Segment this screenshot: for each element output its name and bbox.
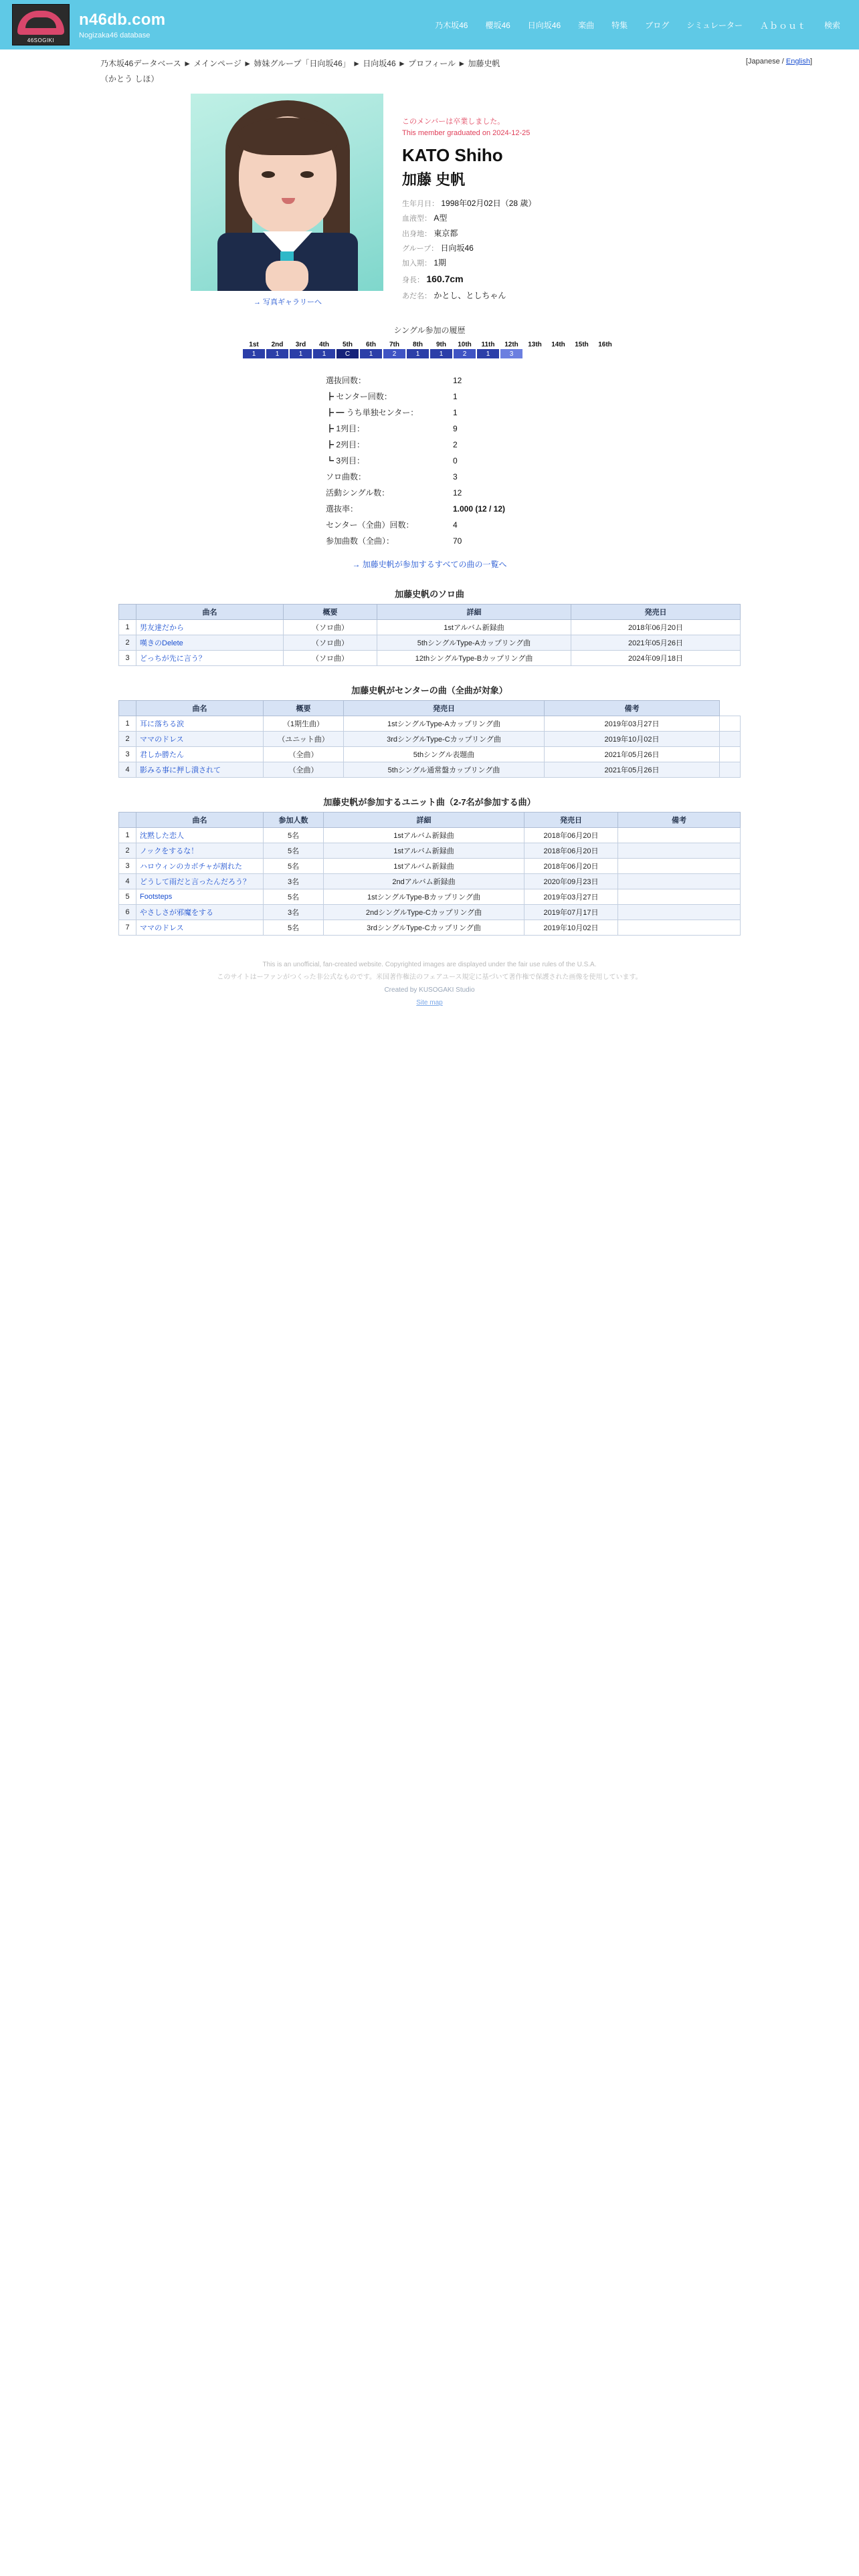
hands-decor xyxy=(266,261,308,291)
col-index xyxy=(119,701,136,716)
col-release: 発売日 xyxy=(524,813,618,828)
cell-members: 5名 xyxy=(264,859,324,874)
cell-note xyxy=(719,716,740,732)
meta-value-generation: 1期 xyxy=(434,258,447,268)
site-title-wrap xyxy=(79,11,165,39)
song-link[interactable]: 嘆きのDelete xyxy=(140,639,183,647)
cell-detail: 1stアルバム新録曲 xyxy=(324,828,524,843)
table-row xyxy=(119,828,741,843)
cell-note xyxy=(618,920,741,936)
stat-row-total-songs xyxy=(326,533,573,549)
cell-index: 6 xyxy=(119,905,136,920)
meta-value-height: 160.7cm xyxy=(426,273,464,284)
breadcrumb xyxy=(0,49,859,72)
stat-value: 0 xyxy=(453,456,458,465)
nav-item-simulator[interactable]: シミュレーター xyxy=(686,20,743,30)
cell-index: 2 xyxy=(119,635,136,651)
cell-summary: （ユニット曲） xyxy=(264,732,344,747)
cell-index: 3 xyxy=(119,651,136,666)
bangs-decor xyxy=(237,118,338,155)
cell-song[interactable] xyxy=(136,828,264,843)
song-link[interactable]: どっちが先に言う？ xyxy=(140,655,206,663)
cell-members: 5名 xyxy=(264,889,324,905)
cell-index: 1 xyxy=(119,620,136,635)
cell-summary: （ソロ曲） xyxy=(284,620,377,635)
table-row xyxy=(119,843,741,859)
cell-members: 5名 xyxy=(264,828,324,843)
single-history-cells xyxy=(242,348,617,359)
col-note: 備考 xyxy=(545,701,720,716)
meta-row-generation xyxy=(402,255,723,270)
stats-list xyxy=(286,372,573,549)
history-label: 14th xyxy=(551,341,565,348)
member-name-en: KATO Shiho xyxy=(402,145,503,165)
cell-note xyxy=(618,843,741,859)
meta-row-height xyxy=(402,271,723,288)
col-release: 発売日 xyxy=(571,605,741,620)
meta-value-hometown: 東京都 xyxy=(434,228,458,238)
cell-index: 4 xyxy=(119,762,136,778)
meta-value-nickname: かとし、としちゃん xyxy=(434,290,506,300)
profile-info-column xyxy=(402,94,723,307)
cell-release: 2021年05月26日 xyxy=(545,747,720,762)
cell-members: 3名 xyxy=(264,874,324,889)
history-cell-empty xyxy=(547,348,570,359)
nav-item-features[interactable]: 特集 xyxy=(611,20,628,30)
history-cell[interactable]: 1 xyxy=(430,348,453,359)
nav-item-blog[interactable]: ブログ xyxy=(645,20,670,30)
site-header xyxy=(0,0,859,49)
meta-row-bloodtype xyxy=(402,211,723,225)
cell-detail: 3rdシングルType-Cカップリング曲 xyxy=(324,920,524,936)
stat-label: 活動シングル数： xyxy=(326,488,390,498)
nav-item-songs[interactable]: 楽曲 xyxy=(578,20,595,30)
photo-gallery-link[interactable]: → 写真ギャラリーへ xyxy=(253,298,322,306)
stat-label: ┣ 1列目： xyxy=(326,424,365,433)
song-link[interactable]: 沈黙した恋人 xyxy=(140,832,184,840)
stat-row-third-row xyxy=(326,453,573,469)
nav-item-search[interactable]: 検索 xyxy=(824,20,840,30)
col-note: 備考 xyxy=(618,813,741,828)
table-row xyxy=(119,859,741,874)
history-label: 1st xyxy=(249,341,259,348)
cell-index: 2 xyxy=(119,843,136,859)
main-nav xyxy=(435,19,847,31)
cell-index: 7 xyxy=(119,920,136,936)
col-song: 曲名 xyxy=(136,813,264,828)
col-index xyxy=(119,813,136,828)
cell-release: 2019年03月27日 xyxy=(545,716,720,732)
table-row xyxy=(119,874,741,889)
nav-item-about[interactable]: Ａｂｏｕｔ xyxy=(759,20,807,31)
stat-label: ┗ 3列目： xyxy=(326,456,365,465)
cell-release: 2019年10月02日 xyxy=(545,732,720,747)
history-label: 13th xyxy=(528,341,542,348)
stat-row-first-row xyxy=(326,421,573,437)
stat-value: 9 xyxy=(453,424,458,433)
stat-label: ソロ曲数： xyxy=(326,472,367,481)
single-history-title: シングル参加の履歴 xyxy=(393,326,466,335)
history-cell[interactable]: 1 xyxy=(476,348,500,359)
all-songs-link-wrap xyxy=(0,558,859,570)
stat-value: 1 xyxy=(453,392,458,401)
language-prefix: [Japanese / xyxy=(745,58,786,66)
cell-detail: 3rdシングルType-Cカップリング曲 xyxy=(344,732,545,747)
meta-row-group xyxy=(402,241,723,255)
table-row xyxy=(119,747,741,762)
cell-members: 5名 xyxy=(264,920,324,936)
stat-value: 70 xyxy=(453,536,462,546)
cell-song[interactable] xyxy=(136,920,264,936)
stat-value: 3 xyxy=(453,472,458,481)
cell-summary: （全曲） xyxy=(264,762,344,778)
col-summary: 概要 xyxy=(284,605,377,620)
eye-left-decor xyxy=(262,171,275,178)
site-title: n46db.com xyxy=(79,10,166,29)
col-members: 参加人数 xyxy=(264,813,324,828)
cell-detail: 1stシングルType-Bカップリング曲 xyxy=(324,889,524,905)
song-link[interactable]: ハロウィンのカボチャが割れた xyxy=(140,863,243,871)
single-history-chart xyxy=(242,341,617,359)
cell-release: 2018年06月20日 xyxy=(524,828,618,843)
meta-key-height: 身長： xyxy=(402,276,424,284)
history-label: 16th xyxy=(598,341,612,348)
col-detail: 詳細 xyxy=(324,813,524,828)
meta-value-group: 日向坂46 xyxy=(440,243,474,253)
all-songs-link[interactable]: → 加藤史帆が参加するすべての曲の一覧へ xyxy=(352,560,507,569)
photo-gallery-link-wrap xyxy=(191,296,385,307)
member-photo[interactable] xyxy=(191,94,383,291)
cell-song[interactable] xyxy=(136,905,264,920)
cell-song[interactable] xyxy=(136,874,264,889)
history-cell[interactable]: 1 xyxy=(242,348,266,359)
table-header-row xyxy=(119,605,741,620)
history-label: 6th xyxy=(366,341,376,348)
song-link[interactable]: どうして雨だと言ったんだろう？ xyxy=(140,878,250,886)
history-label: 7th xyxy=(389,341,399,348)
stat-label: センター（全曲）回数： xyxy=(326,520,414,530)
history-cell[interactable]: 2 xyxy=(453,348,476,359)
history-label: 15th xyxy=(575,341,589,348)
song-link[interactable]: やさしさが邪魔をする xyxy=(140,909,213,917)
site-logo[interactable] xyxy=(12,4,70,45)
history-cell-empty xyxy=(593,348,617,359)
site-footer xyxy=(0,958,859,1036)
nav-item-nogizaka46[interactable]: 乃木坂46 xyxy=(435,20,468,30)
col-release: 発売日 xyxy=(344,701,545,716)
history-cell[interactable]: 1 xyxy=(406,348,430,359)
cell-note xyxy=(618,905,741,920)
stat-row-senbatsu-rate xyxy=(326,501,573,517)
cell-note xyxy=(618,874,741,889)
meta-key-group: グループ： xyxy=(402,245,439,253)
cell-index: 5 xyxy=(119,889,136,905)
history-cell[interactable]: 2 xyxy=(383,348,406,359)
meta-key-hometown: 出身地： xyxy=(402,229,432,238)
cell-detail: 2ndシングルType-Cカップリング曲 xyxy=(324,905,524,920)
cell-summary: （全曲） xyxy=(264,747,344,762)
history-label: 5th xyxy=(343,341,353,348)
table-header-row xyxy=(119,701,741,716)
history-label: 2nd xyxy=(271,341,284,348)
profile-section xyxy=(0,94,859,307)
language-switcher xyxy=(746,58,812,66)
table-row xyxy=(119,905,741,920)
center-songs-table xyxy=(118,700,741,778)
stat-value: 12 xyxy=(453,376,462,385)
cell-release: 2020年09月23日 xyxy=(524,874,618,889)
cell-release: 2024年09月18日 xyxy=(571,651,741,666)
stat-label: 選抜率： xyxy=(326,504,359,514)
stat-value: 2 xyxy=(453,440,458,449)
stat-value: 1.000 (12 / 12) xyxy=(453,504,506,514)
cell-summary: （1期生曲） xyxy=(264,716,344,732)
cell-note xyxy=(719,762,740,778)
stat-label: ┣ 2列目： xyxy=(326,440,365,449)
meta-key-generation: 加入期： xyxy=(402,259,432,268)
cell-detail: 5thシングル通常盤カップリング曲 xyxy=(344,762,545,778)
cell-song[interactable] xyxy=(136,732,264,747)
graduation-notice-jp: このメンバーは卒業しました。 xyxy=(402,118,505,126)
history-label: 9th xyxy=(436,341,446,348)
stat-label: 選抜回数： xyxy=(326,376,367,385)
table-header-row xyxy=(119,813,741,828)
breadcrumb-text[interactable]: 乃木坂46データベース ► メインページ ► 姉妹グループ「日向坂46」 ► 日向坂46 ► プロフィール ► 加藤史帆 xyxy=(100,59,500,68)
meta-key-bloodtype: 血液型： xyxy=(402,215,432,223)
history-cell-empty xyxy=(570,348,593,359)
table-row xyxy=(119,762,741,778)
footer-credit: Created by KUSOGAKI Studio xyxy=(384,986,475,994)
cell-index: 1 xyxy=(119,828,136,843)
history-label: 11th xyxy=(481,341,495,348)
graduation-notice xyxy=(402,116,723,138)
cell-detail: 1stアルバム新録曲 xyxy=(324,843,524,859)
history-cell-center[interactable]: C xyxy=(336,348,359,359)
cell-index: 4 xyxy=(119,874,136,889)
song-link[interactable]: ノックをするな！ xyxy=(140,847,199,855)
col-detail: 詳細 xyxy=(377,605,571,620)
cell-song[interactable] xyxy=(136,635,284,651)
cell-release: 2021年05月26日 xyxy=(545,762,720,778)
stat-row-solo-center xyxy=(326,405,573,421)
nav-item-hinatazaka46[interactable]: 日向坂46 xyxy=(527,20,561,30)
table-row xyxy=(119,920,741,936)
cell-note xyxy=(618,889,741,905)
graduation-notice-en: This member graduated on 2024-12-25 xyxy=(402,128,531,137)
stat-value: 12 xyxy=(453,488,462,498)
stat-label: ┣ センター回数： xyxy=(326,392,392,401)
history-cell-empty xyxy=(523,348,547,359)
cell-summary: （ソロ曲） xyxy=(284,651,377,666)
history-label: 3rd xyxy=(295,341,306,348)
single-history-section xyxy=(0,324,859,359)
song-link[interactable]: ママのドレス xyxy=(140,736,184,744)
cell-detail: 1stアルバム新録曲 xyxy=(324,859,524,874)
history-cell[interactable]: 1 xyxy=(266,348,289,359)
cell-release: 2021年05月26日 xyxy=(571,635,741,651)
meta-row-hometown xyxy=(402,226,723,241)
history-label: 8th xyxy=(413,341,423,348)
cell-note xyxy=(719,747,740,762)
solo-songs-table xyxy=(118,604,741,666)
song-link[interactable]: 男友達だから xyxy=(140,624,184,632)
cell-detail: 5thシングルType-Aカップリング曲 xyxy=(377,635,571,651)
history-cell[interactable]: 1 xyxy=(312,348,336,359)
cell-release: 2019年10月02日 xyxy=(524,920,618,936)
cell-note xyxy=(618,859,741,874)
sitemap-link[interactable]: Site map xyxy=(416,999,443,1006)
cell-detail: 1stアルバム新録曲 xyxy=(377,620,571,635)
table-row xyxy=(119,620,741,635)
cell-index: 3 xyxy=(119,859,136,874)
cell-detail: 12thシングルType-Bカップリング曲 xyxy=(377,651,571,666)
language-link-english[interactable]: English xyxy=(785,58,810,66)
history-cell[interactable]: 1 xyxy=(289,348,312,359)
cell-detail: 1stシングルType-Aカップリング曲 xyxy=(344,716,545,732)
cell-release: 2018年06月20日 xyxy=(571,620,741,635)
table-row xyxy=(119,732,741,747)
stat-row-solo-songs xyxy=(326,469,573,485)
cell-note xyxy=(618,828,741,843)
table-row xyxy=(119,635,741,651)
stat-row-center-count xyxy=(326,389,573,405)
single-history-labels xyxy=(242,341,617,348)
stat-row-active-singles xyxy=(326,485,573,501)
cell-note xyxy=(719,732,740,747)
col-song: 曲名 xyxy=(136,605,284,620)
song-link[interactable]: 耳に落ちる涙 xyxy=(140,720,184,728)
profile-photo-column xyxy=(191,94,385,307)
nav-item-sakurazaka46[interactable]: 櫻坂46 xyxy=(485,20,510,30)
cell-song[interactable] xyxy=(136,747,264,762)
cell-song[interactable] xyxy=(136,651,284,666)
history-cell[interactable]: 1 xyxy=(359,348,383,359)
history-cell[interactable]: 3 xyxy=(500,348,523,359)
unit-table-title: 加藤史帆が参加するユニット曲（2-7名が参加する曲） xyxy=(323,797,536,807)
table-row xyxy=(119,889,741,905)
member-meta xyxy=(402,196,723,303)
cell-song[interactable] xyxy=(136,889,264,905)
cell-summary: （ソロ曲） xyxy=(284,635,377,651)
stat-row-second-row xyxy=(326,437,573,453)
site-subtitle: Nogizaka46 database xyxy=(79,31,151,39)
logo-mark-icon xyxy=(17,11,64,35)
cell-release: 2019年07月17日 xyxy=(524,905,618,920)
cell-song[interactable] xyxy=(136,843,264,859)
song-link[interactable]: 影みる事に押し潰されて xyxy=(140,766,221,774)
history-label: 4th xyxy=(319,341,329,348)
history-label: 12th xyxy=(504,341,518,348)
cell-song[interactable] xyxy=(136,620,284,635)
meta-value-birthday: 1998年02月02日（28 歳） xyxy=(441,199,537,208)
col-song: 曲名 xyxy=(136,701,264,716)
cell-members: 5名 xyxy=(264,843,324,859)
history-label: 10th xyxy=(458,341,472,348)
song-link[interactable]: Footsteps xyxy=(140,893,173,901)
stat-row-center-all-count xyxy=(326,517,573,533)
cell-members: 3名 xyxy=(264,905,324,920)
cell-song[interactable] xyxy=(136,859,264,874)
meta-row-nickname xyxy=(402,288,723,303)
song-link[interactable]: ママのドレス xyxy=(140,924,184,932)
stat-value: 1 xyxy=(453,408,458,417)
cell-song[interactable] xyxy=(136,716,264,732)
meta-row-birthday xyxy=(402,196,723,211)
table-row xyxy=(119,716,741,732)
footer-disclaimer-jp: このサイトはーファンがつくった非公式なものです。米国著作権法のフェアユース規定に基づいて著作権で保護された画像を使用しています。 xyxy=(217,974,642,981)
cell-release: 2018年06月20日 xyxy=(524,859,618,874)
cell-song[interactable] xyxy=(136,762,264,778)
col-summary: 概要 xyxy=(264,701,344,716)
logo-caption: 46SOGIKI xyxy=(27,37,55,43)
cell-index: 2 xyxy=(119,732,136,747)
footer-disclaimer-en: This is an unofficial, fan-created website. Copyrighted images are displayed under the fair use rules of the U.S.A. xyxy=(262,961,597,968)
member-name-jp: 加藤 史帆 xyxy=(402,171,466,188)
stat-value: 4 xyxy=(453,520,458,530)
center-table-title: 加藤史帆がセンターの曲（全曲が対象） xyxy=(351,685,508,695)
stat-label: ┣ ━ うち単独センター： xyxy=(326,408,419,417)
cell-detail: 2ndアルバム新録曲 xyxy=(324,874,524,889)
cell-index: 3 xyxy=(119,747,136,762)
cell-release: 2019年03月27日 xyxy=(524,889,618,905)
solo-table-title: 加藤史帆のソロ曲 xyxy=(395,589,464,599)
eye-right-decor xyxy=(300,171,314,178)
meta-value-bloodtype: A型 xyxy=(434,213,448,223)
meta-key-nickname: あだ名： xyxy=(402,292,432,300)
unit-songs-table xyxy=(118,812,741,936)
cell-detail: 5thシングル表題曲 xyxy=(344,747,545,762)
meta-key-birthday: 生年月日： xyxy=(402,200,439,208)
table-row xyxy=(119,651,741,666)
breadcrumb-reading: （かとう しほ） xyxy=(100,74,159,84)
language-suffix: ] xyxy=(809,58,812,66)
stat-row-senbatsu-count xyxy=(326,372,573,389)
cell-index: 1 xyxy=(119,716,136,732)
col-index xyxy=(119,605,136,620)
stat-label: 参加曲数（全曲）： xyxy=(326,536,395,546)
cell-release: 2018年06月20日 xyxy=(524,843,618,859)
song-link[interactable]: 君しか勝たん xyxy=(140,751,184,759)
